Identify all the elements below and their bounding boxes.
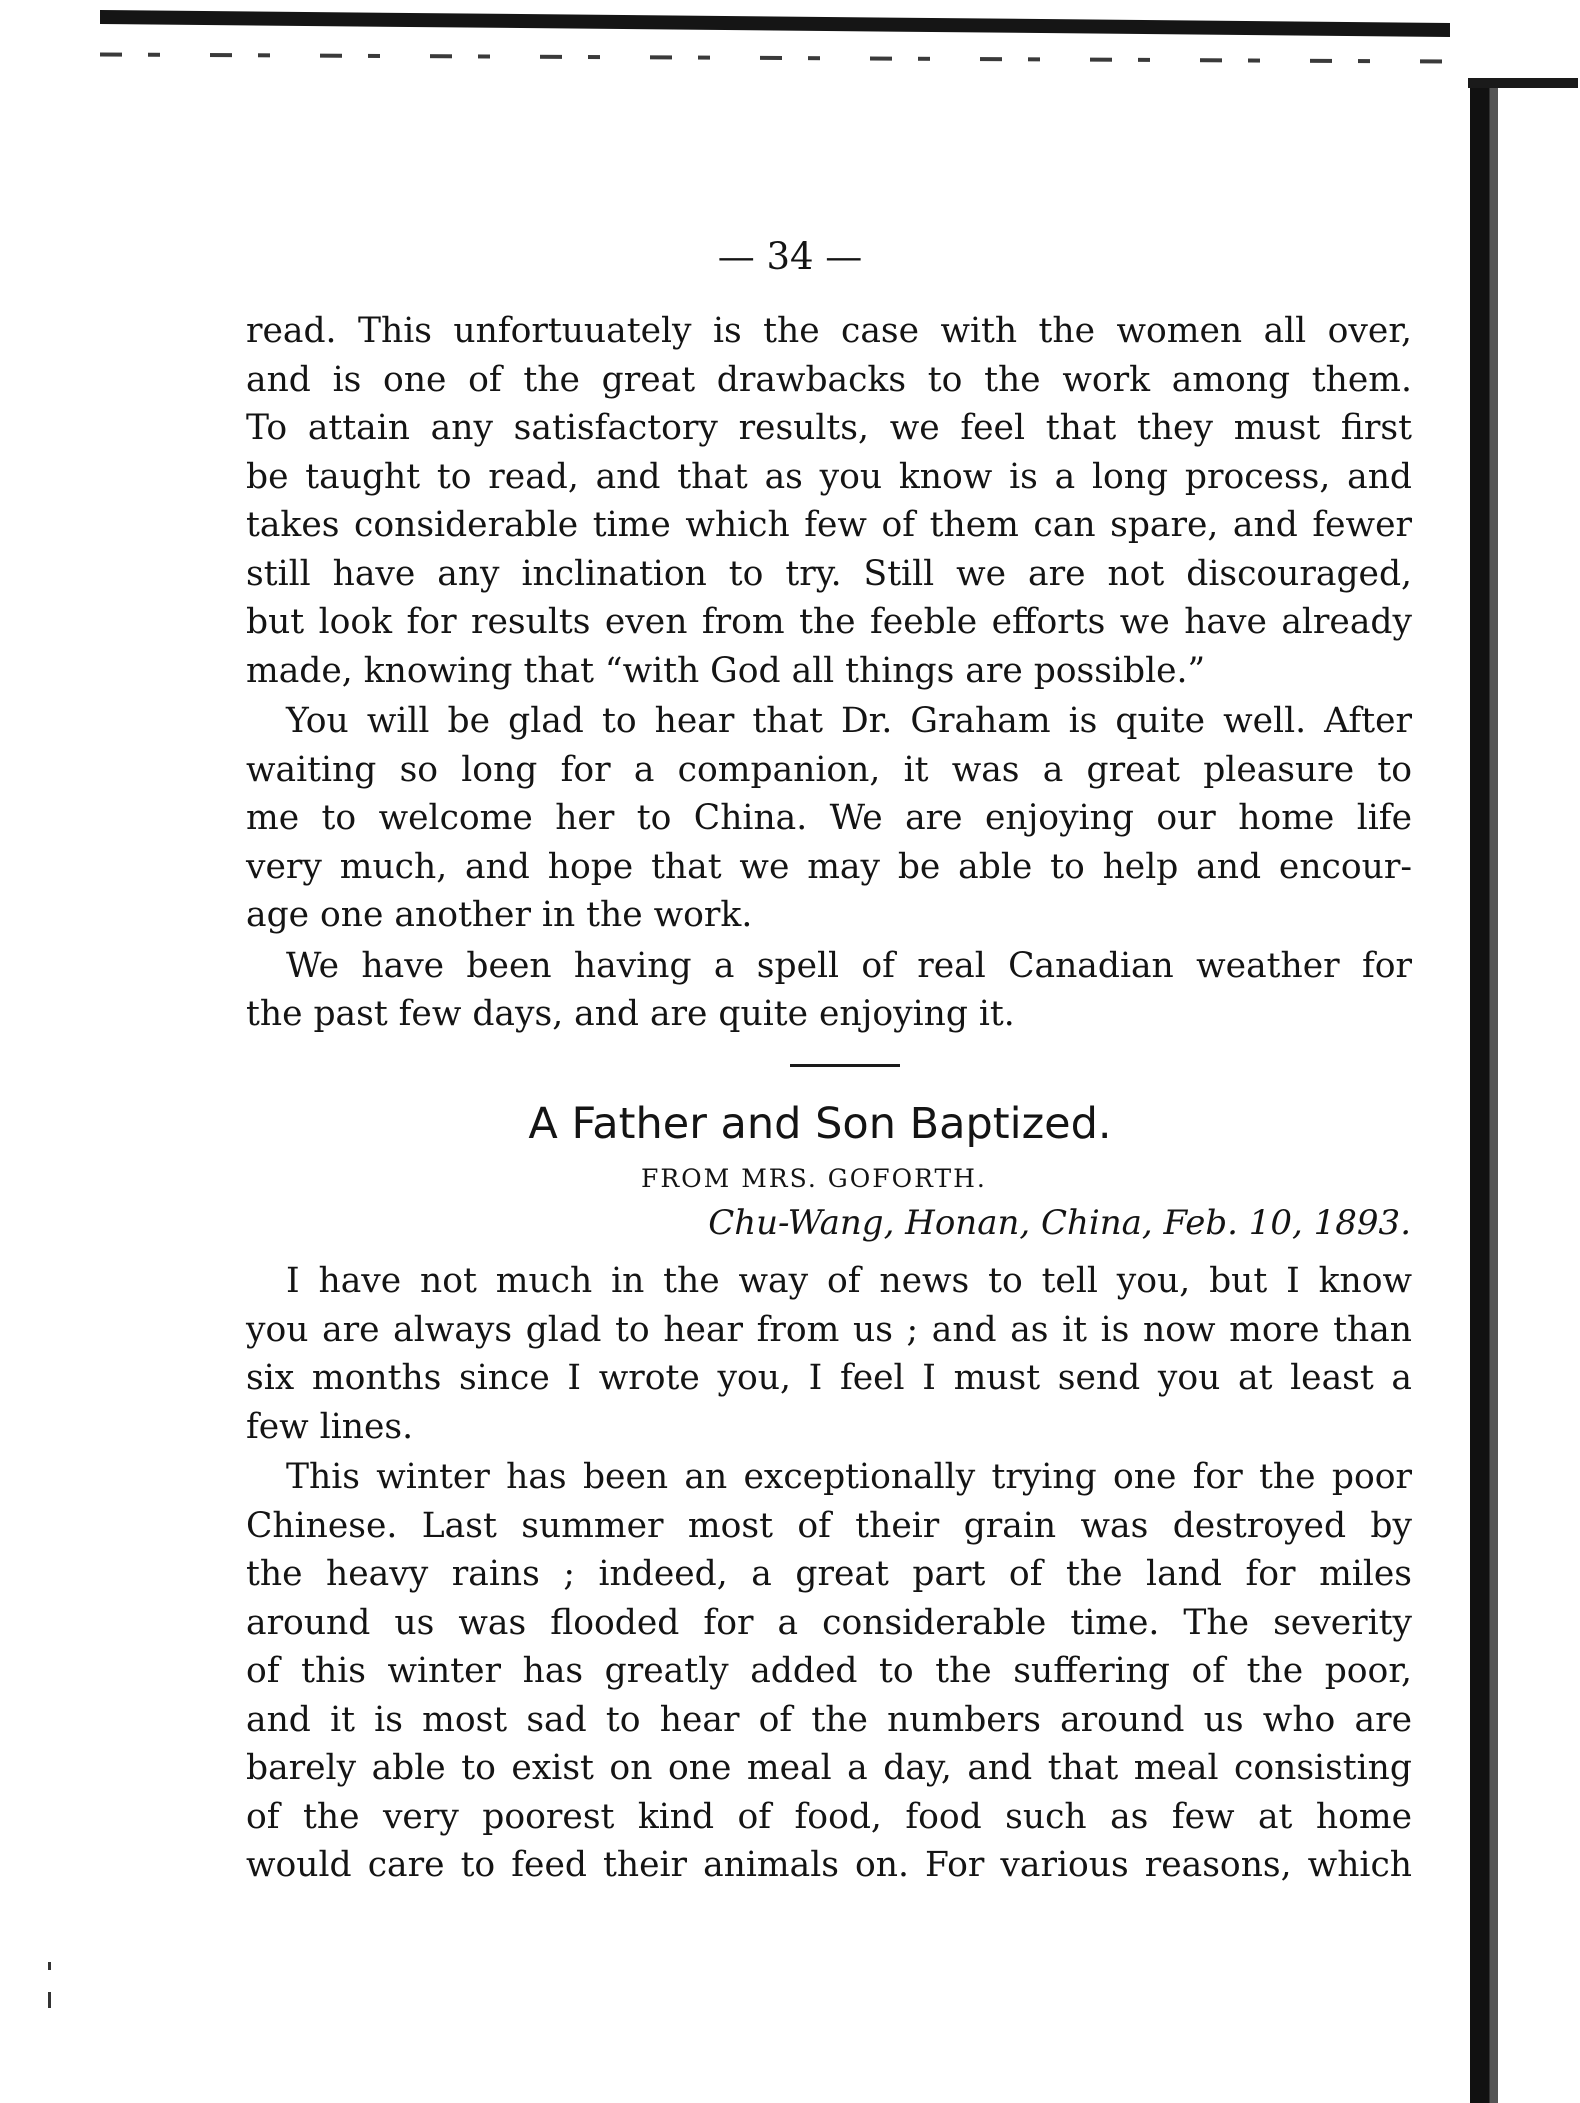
text-line: the past few days, and are quite enjoying it. (246, 994, 1015, 1034)
margin-mark (48, 1992, 51, 2008)
text-line: and is one of the great drawbacks to the work among them. (246, 359, 1412, 400)
text-line: would care to feed their animals on. For various reasons, which (246, 1845, 1412, 1885)
text-line: but look for results even from the feeble efforts we have already (246, 602, 1412, 642)
section-divider (790, 1064, 900, 1067)
text-line: made, knowing that “with God all things are possible.” (246, 650, 1206, 691)
text-line: and it is most sad to hear of the numbers around us who are (246, 1699, 1412, 1740)
margin-mark (48, 1962, 51, 1970)
text-line: I have not much in the way of news to tell you, but I know (286, 1261, 1412, 1301)
text-line: Chinese. Last summer most of their grain was destroyed by (246, 1505, 1412, 1546)
article-title: A Father and Son Baptized. (528, 1099, 1112, 1149)
continued-text (246, 307, 1412, 1039)
text-line: barely able to exist on one meal a day, and that meal consisting (246, 1748, 1412, 1788)
text-line: you are always glad to hear from us ; and as it is now more than (246, 1309, 1412, 1350)
top-dashed-rule (100, 52, 1450, 63)
text-line: be taught to read, and that as you know is a long process, and (246, 456, 1412, 497)
text-line: To attain any satisfactory results, we feel that they must first (246, 408, 1412, 448)
paragraph (246, 697, 1412, 940)
text-line: This winter has been an exceptionally trying one for the poor (286, 1457, 1412, 1497)
text-line: the heavy rains ; indeed, a great part of the land for miles (246, 1554, 1412, 1594)
text-line: me to welcome her to China. We are enjoying our home life (246, 798, 1412, 838)
text-line: still have any inclination to try. Still we are not discouraged, (246, 553, 1412, 594)
text-line: takes considerable time which few of them can spare, and fewer (246, 505, 1412, 545)
text-line: around us was flooded for a considerable time. The severity (246, 1602, 1412, 1643)
article-body (246, 1257, 1412, 1890)
right-border-cap (1468, 78, 1578, 88)
paragraph (246, 1453, 1412, 1890)
text-line: of the very poorest kind of food, food such as few at home (246, 1796, 1412, 1837)
paragraph (246, 942, 1412, 1039)
top-border-rule (100, 10, 1450, 37)
text-line: very much, and hope that we may be able to help and encour- (246, 846, 1412, 887)
text-line: of this winter has greatly added to the suffering of the poor, (246, 1651, 1412, 1691)
paragraph (246, 1257, 1412, 1451)
page-number: — 34 — (717, 235, 863, 278)
text-line: waiting so long for a companion, it was a great pleasure to (246, 749, 1412, 790)
text-line: We have been having a spell of real Canadian weather for (286, 945, 1412, 986)
article-byline: FROM MRS. GOFORTH. (641, 1164, 987, 1193)
text-line: You will be glad to hear that Dr. Graham is quite well. After (286, 701, 1412, 741)
text-line: age one another in the work. (246, 895, 753, 935)
text-line: read. This unfortuuately is the case with the women all over, (246, 311, 1412, 351)
text-line: six months since I wrote you, I feel I must send you at least a (246, 1358, 1412, 1398)
paragraph (246, 307, 1412, 695)
text-line: few lines. (246, 1406, 414, 1447)
article-dateline: Chu-Wang, Honan, China, Feb. 10, 1893. (708, 1203, 1411, 1243)
